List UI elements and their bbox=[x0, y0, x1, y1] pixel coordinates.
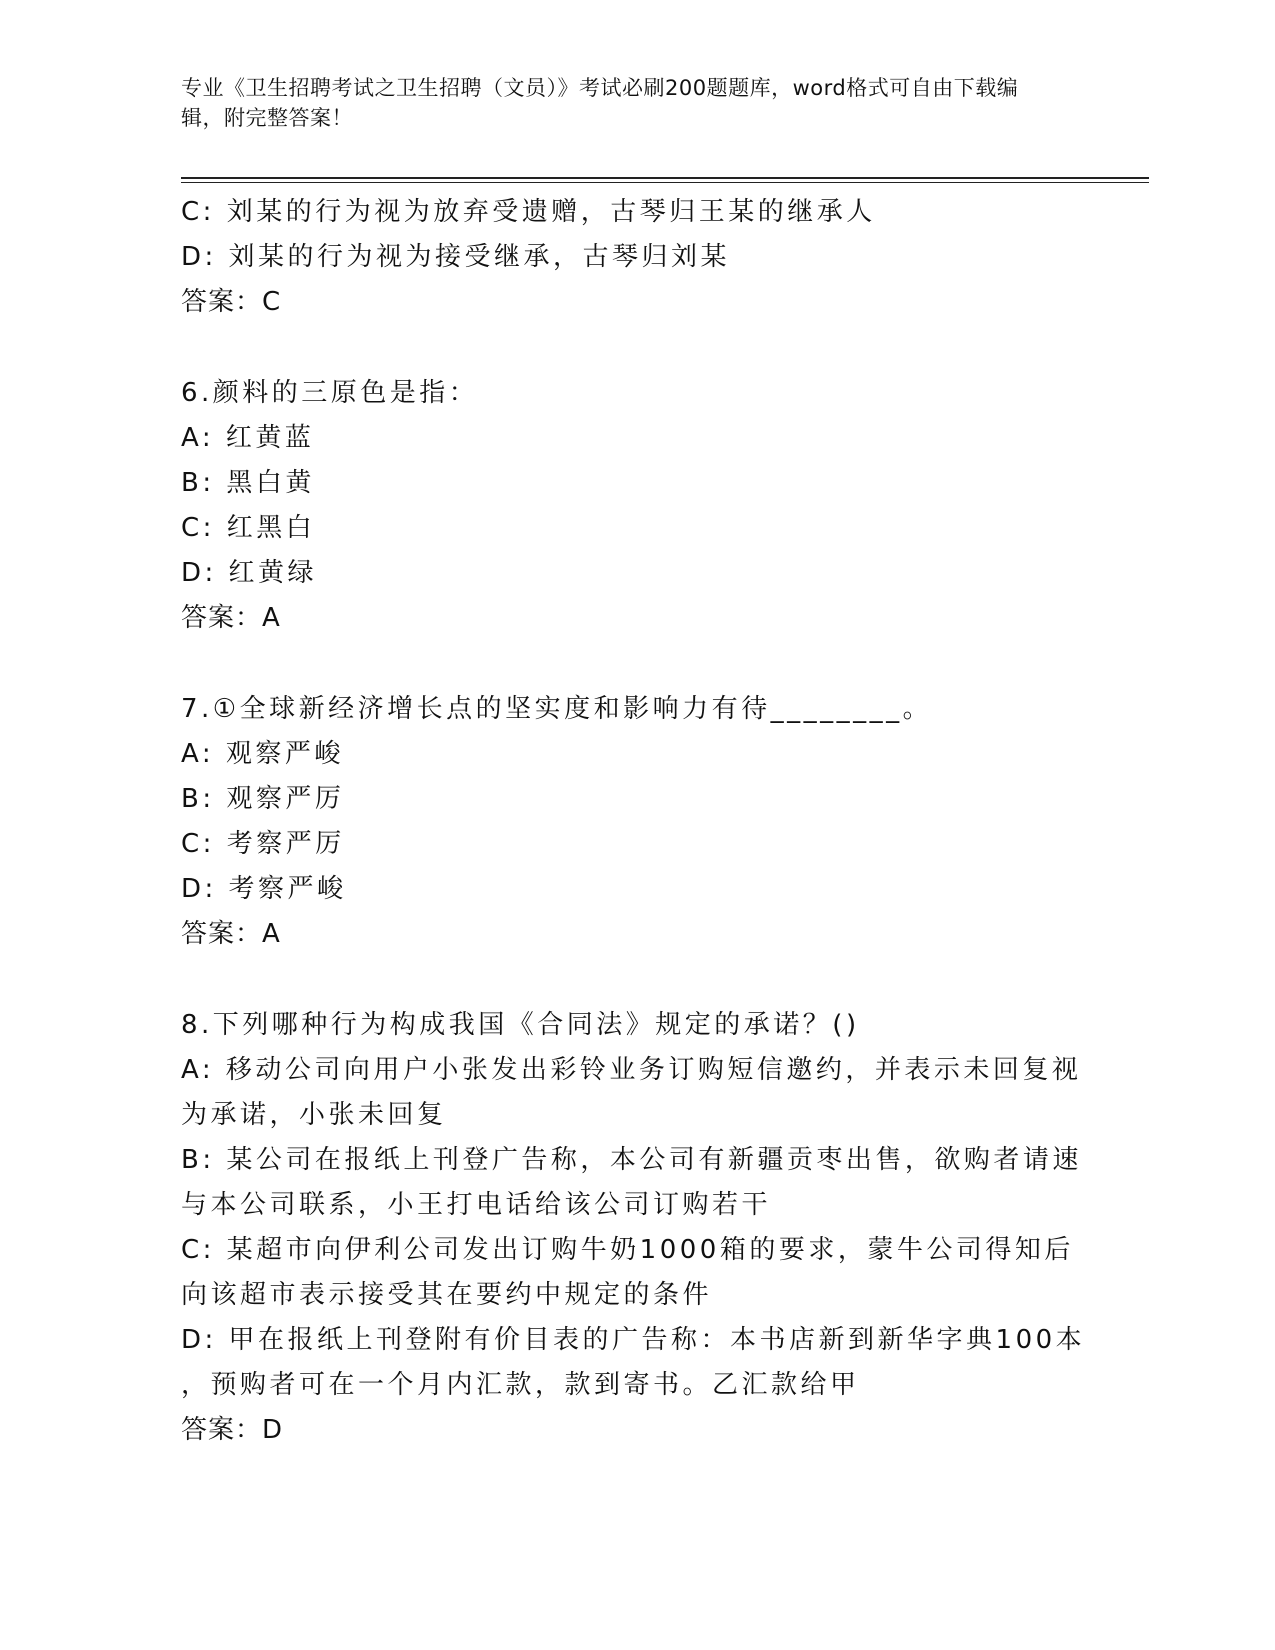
option-text: 红黄绿 bbox=[228, 558, 318, 588]
option-d bbox=[181, 551, 1081, 596]
answer: 答案：D bbox=[181, 1415, 284, 1445]
answer: 答案：A bbox=[181, 603, 281, 633]
option-text-line: ，预购者可在一个月内汇款，款到寄书。乙汇款给甲 bbox=[181, 1370, 860, 1400]
option-text-line: A: 移动公司向用户小张发出彩铃业务订购短信邀约，并表示未回复视 bbox=[181, 1055, 1082, 1085]
answer: 答案：A bbox=[181, 919, 281, 949]
option-c bbox=[181, 190, 1081, 235]
spacer bbox=[181, 957, 1081, 1003]
option-a bbox=[181, 416, 1081, 461]
option-text-line: C: 某超市向伊利公司发出订购牛奶1000箱的要求，蒙牛公司得知后 bbox=[181, 1235, 1074, 1265]
option-label: B: bbox=[181, 468, 215, 498]
option-text: 红黄蓝 bbox=[225, 423, 315, 453]
option-text: 黑白黄 bbox=[226, 468, 315, 498]
option-text: 刘某的行为视为接受继承，古琴归刘某 bbox=[228, 242, 731, 272]
option-label: A: bbox=[181, 423, 215, 453]
option-b bbox=[181, 1138, 1081, 1228]
option-label: C: bbox=[181, 513, 215, 543]
spacer bbox=[181, 641, 1081, 687]
option-text: 刘某的行为视为放弃受遗赠，古琴归王某的继承人 bbox=[226, 197, 876, 227]
header-divider-thin bbox=[181, 182, 1149, 183]
question-7 bbox=[181, 687, 1081, 957]
option-text: 观察严厉 bbox=[226, 784, 345, 814]
option-label: C: bbox=[181, 829, 215, 859]
option-label: B: bbox=[181, 784, 215, 814]
option-text: 考察严厉 bbox=[226, 829, 345, 859]
question-stem: 7.①全球新经济增长点的坚实度和影响力有待________。 bbox=[181, 694, 933, 724]
header-divider-thick bbox=[181, 177, 1149, 179]
option-b bbox=[181, 777, 1081, 822]
option-d bbox=[181, 1318, 1086, 1408]
option-c bbox=[181, 1228, 1081, 1318]
option-a bbox=[181, 732, 1081, 777]
option-a bbox=[181, 1048, 1081, 1138]
option-label: C: bbox=[181, 197, 215, 227]
option-c bbox=[181, 506, 1081, 551]
option-text: 考察严峻 bbox=[228, 874, 347, 904]
option-label: D: bbox=[181, 558, 217, 588]
option-text-line: 为承诺，小张未回复 bbox=[181, 1100, 447, 1130]
option-d bbox=[181, 867, 1081, 912]
option-d bbox=[181, 235, 1081, 280]
option-label: D: bbox=[181, 874, 217, 904]
answer: 答案：C bbox=[181, 287, 282, 317]
question-6 bbox=[181, 371, 1081, 641]
question-stem: 6.颜料的三原色是指： bbox=[181, 378, 479, 408]
option-text-line: D: 甲在报纸上刊登附有价目表的广告称：本书店新到新华字典100本 bbox=[181, 1325, 1086, 1355]
option-text-line: 向该超市表示接受其在要约中规定的条件 bbox=[181, 1280, 713, 1310]
document-header: 专业《卫生招聘考试之卫生招聘（文员）》考试必刷200题题库，word格式可自由下载编辑，附完整答案！ bbox=[181, 76, 1019, 130]
question-5-tail bbox=[181, 190, 1081, 325]
question-list bbox=[181, 190, 1086, 1453]
option-label: A: bbox=[181, 739, 215, 769]
option-text: 红黑白 bbox=[226, 513, 316, 543]
option-b bbox=[181, 461, 1081, 506]
option-label: D: bbox=[181, 242, 217, 272]
question-stem: 8.下列哪种行为构成我国《合同法》规定的承诺？() bbox=[181, 1010, 860, 1040]
option-text-line: 与本公司联系，小王打电话给该公司订购若干 bbox=[181, 1190, 772, 1220]
question-8 bbox=[181, 1003, 1086, 1453]
option-c bbox=[181, 822, 1081, 867]
spacer bbox=[181, 325, 1081, 371]
option-text-line: B: 某公司在报纸上刊登广告称，本公司有新疆贡枣出售，欲购者请速 bbox=[181, 1145, 1082, 1175]
option-text: 观察严峻 bbox=[225, 739, 344, 769]
